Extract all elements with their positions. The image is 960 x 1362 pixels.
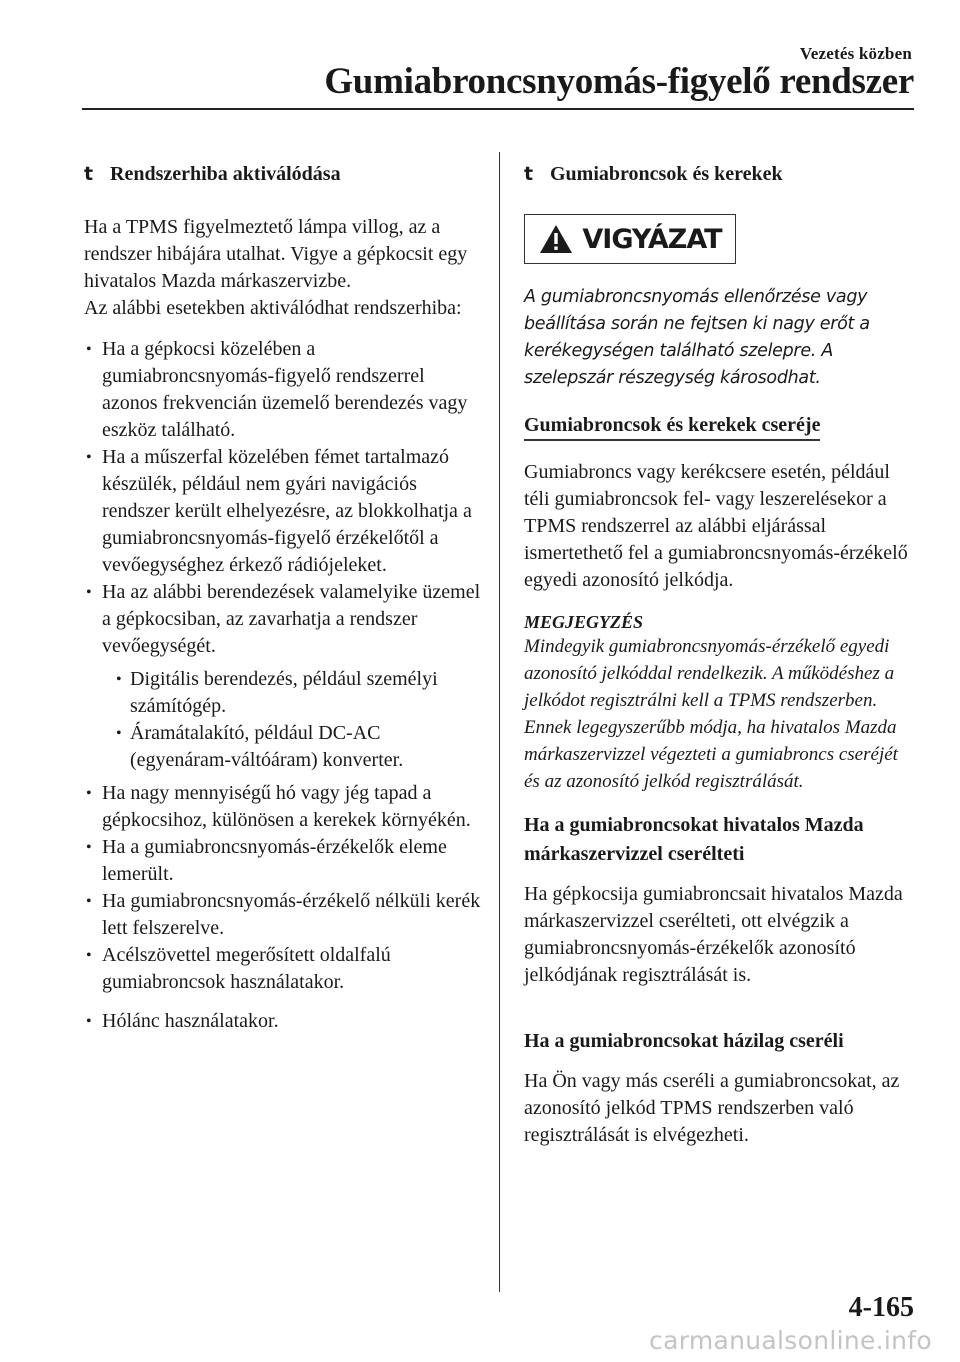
bullet-icon: • [86,893,92,910]
section-heading-text: Gumiabroncsok és kerekek [550,163,783,185]
bullet-icon: • [86,449,92,466]
subheading-replacement: Gumiabroncsok és kerekek cseréje [524,414,820,441]
column-divider [499,152,500,1292]
bullet-icon: • [116,725,122,742]
list-item: • Digitális berendezés, például személyi számítógép. [116,668,438,717]
section-marker-icon: t [84,163,94,185]
section-heading-system-fault [84,160,484,188]
list-item: • Acélszövettel megerősített oldalfalú gumiabroncsok használatakor. [86,944,391,993]
note-text: Mindegyik gumiabroncsnyomás-érzékelő egyedi azonosító jelkóddal rendelkezik. A működéshez a jelkódot regisztrálni kell a TPMS rendszerben. Ennek legegyszerűbb módja, ha hivatalos Mazda márkaszervizzel végezteti a gumiabroncs cseréjét és az azonosító jelkód regisztrálását. [524,636,898,792]
caution-box [524,214,736,264]
list-item: • Ha az alábbi berendezések valamelyike üzemel a gépkocsiban, az zavarhatja a rendszer vevőegységét. • Digitális berendezés, például személyi számítógép. • Áramátalakító, például DC-AC (egyenáram-váltóáram) konverter. [84,579,484,774]
list-item: • Hólánc használatakor. [84,1008,484,1035]
bullet-icon: • [86,341,92,358]
list-item: • Ha gumiabroncsnyomás-érzékelő nélküli kerék lett felszerelve. [86,890,481,939]
bullet-icon: • [116,671,122,688]
fault-cause-list [84,336,484,1035]
intro-paragraph-2: Az alábbi esetekben aktiválódhat rendszerhiba: [84,297,462,319]
dealer-paragraph: Ha gépkocsija gumiabroncsait hivatalos Mazda márkaszervizzel cserélteti, ott elvégzik a gumiabroncsnyomás-érzékelők azonosító jelkódjának regisztrálását is. [524,883,903,986]
bullet-icon: • [86,839,92,856]
list-item: • Ha nagy mennyiségű hó vagy jég tapad a gépkocsihoz, különösen a kerekek környékén. [86,782,471,831]
bullet-icon: • [86,584,92,601]
note-title: MEGJEGYZÉS [524,612,644,632]
subheading-dealer-replacement: Ha a gumiabroncsokat hivatalos Mazda márkaszervizzel cserélteti [524,814,864,865]
device-sub-list [116,666,484,774]
page-title: Gumiabroncsnyomás-figyelő rendszer [324,61,914,102]
section-label: Vezetés közben [799,44,912,63]
bullet-icon: • [86,947,92,964]
bullet-icon: • [86,785,92,802]
bullet-icon: • [86,1013,92,1030]
section-heading-text: Rendszerhiba aktiválódása [110,163,341,185]
section-heading-tires-wheels [524,160,916,188]
header-rule [82,108,914,110]
right-column [524,160,916,1149]
page-number: 4-165 [848,1292,914,1323]
left-column [84,160,484,1035]
section-marker-icon: t [524,163,534,185]
replacement-paragraph: Gumiabroncs vagy kerékcsere esetén, például téli gumiabroncsok fel- vagy leszerelésekor a TPMS rendszerrel az alábbi eljárással ismertethető fel a gumiabroncsnyomás-érzékelő egyedi azonosító jelkódja. [524,461,908,591]
subheading-diy-replacement: Ha a gumiabroncsokat házilag cseréli [524,1030,844,1052]
diy-paragraph: Ha Ön vagy más cseréli a gumiabroncsokat, az azonosító jelkód TPMS rendszerben való regisztrálását is elvégezheti. [524,1070,900,1146]
list-item: • Ha a műszerfal közelében fémet tartalmazó készülék, például nem gyári navigációs rendszer került elhelyezésre, az blokkolhatja a gumiabroncsnyomás-figyelő érzékelőtől a vevőegységhez érkező rádiójeleket. [86,446,472,576]
intro-paragraph: Ha a TPMS figyelmeztető lámpa villog, az a rendszer hibájára utalhat. Vigye a gépkocsit egy hivatalos Mazda márkaszervizbe. [84,216,468,292]
caution-text: A gumiabroncsnyomás ellenőrzése vagy beállítása során ne fejtsen ki nagy erőt a kerékegységen található szelepre. A szelepszár részegység károsodhat. [524,287,870,388]
list-item: • Ha a gépkocsi közelében a gumiabroncsnyomás-figyelő rendszerrel azonos frekvencián üzemelő berendezés vagy eszköz található. [86,338,468,441]
watermark: carmanualsonline.info [649,1326,932,1355]
warning-triangle-icon [538,223,574,255]
caution-label: VIGYÁZAT [582,223,722,255]
list-item: • Áramátalakító, például DC-AC (egyenáram-váltóáram) konverter. [116,722,404,771]
list-item: • Ha a gumiabroncsnyomás-érzékelők eleme lemerült. [86,836,447,885]
